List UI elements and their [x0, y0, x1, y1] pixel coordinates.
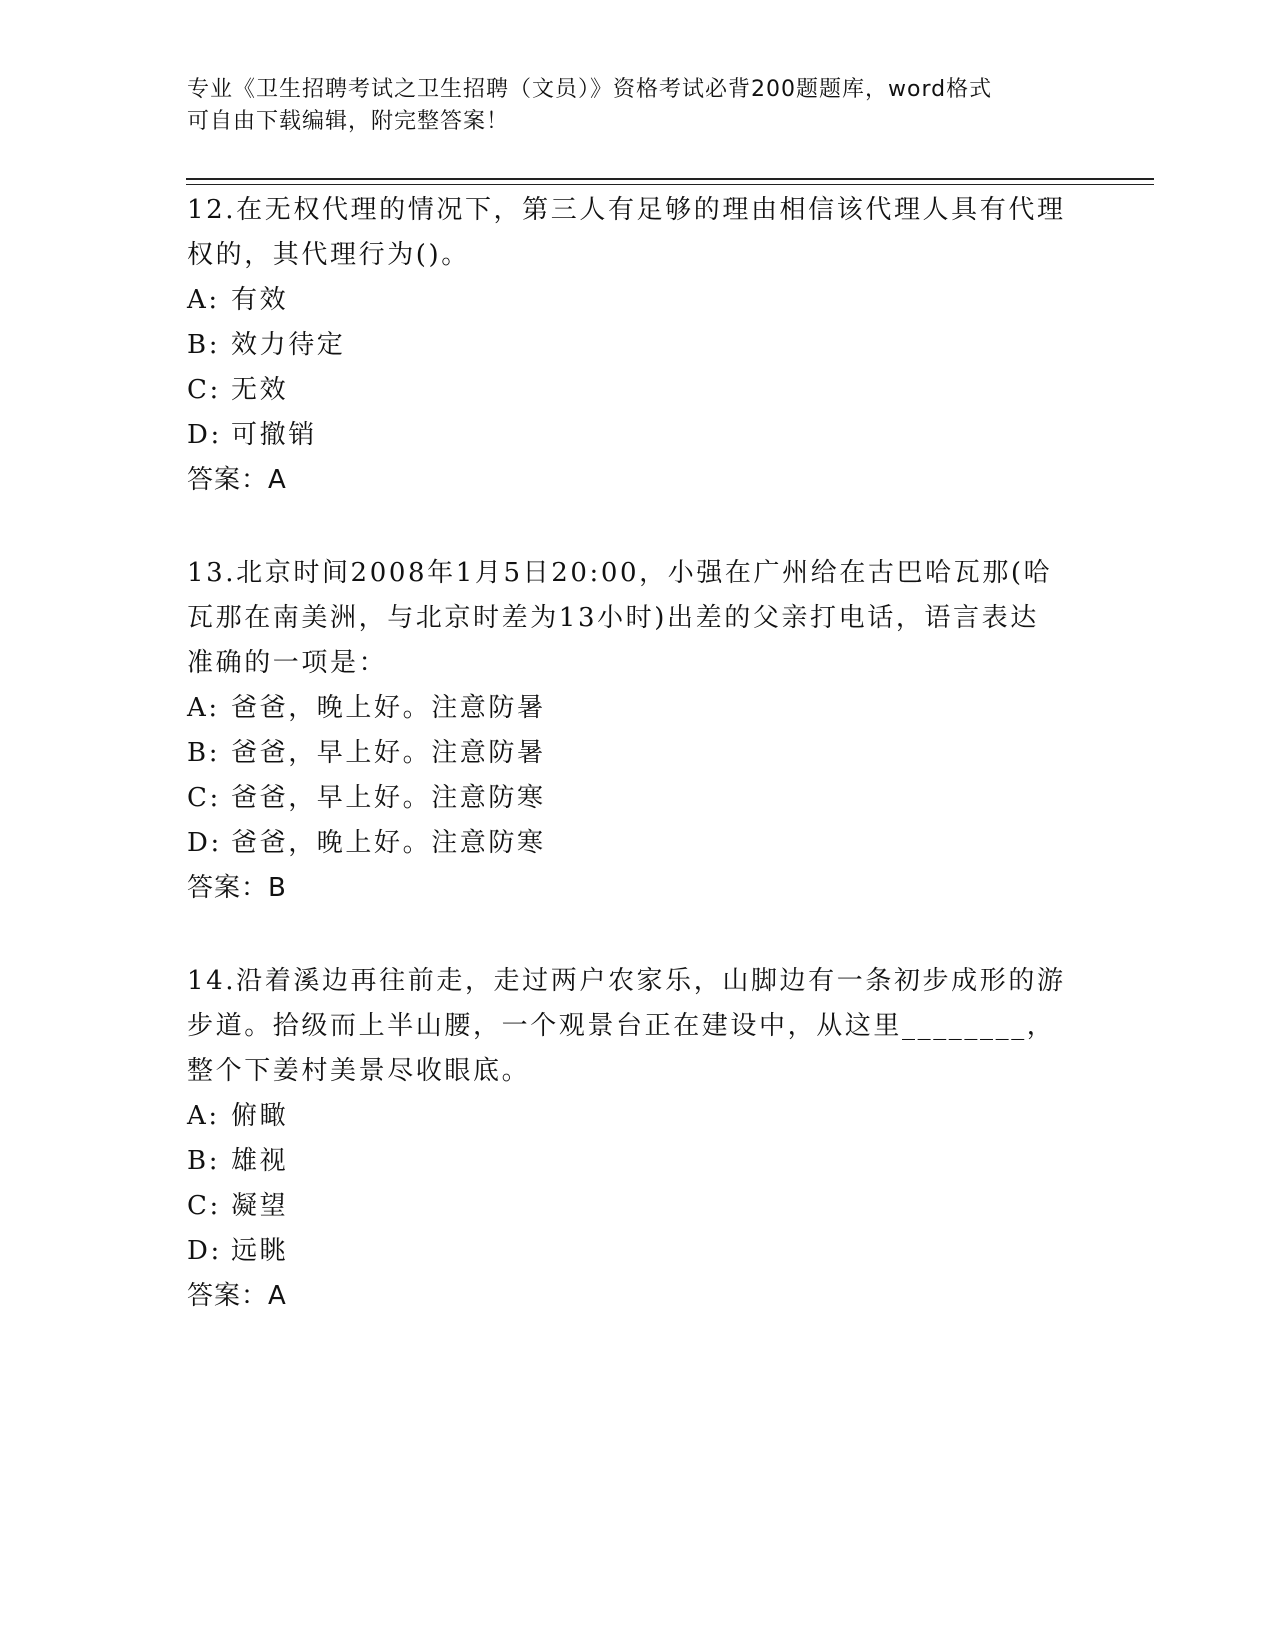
- option-d: [187, 1229, 1087, 1274]
- answer-line: 答案：A: [187, 1281, 287, 1311]
- option-d: [187, 821, 1087, 866]
- header-line-1: 专业《卫生招聘考试之卫生招聘（文员）》资格考试必背200题题库，word格式: [187, 77, 993, 102]
- option-b: [187, 1139, 1087, 1184]
- option-letter: C:: [187, 375, 221, 405]
- option-letter: C:: [187, 783, 221, 813]
- option-text: 远眺: [231, 1236, 289, 1266]
- option-letter: A:: [187, 1101, 220, 1131]
- question-12: [187, 188, 1087, 503]
- document-header: [187, 74, 1087, 138]
- option-text: 无效: [231, 375, 289, 405]
- option-letter: A:: [187, 285, 220, 315]
- option-c: [187, 368, 1087, 413]
- option-a: [187, 686, 1087, 731]
- question-text-line: 权的，其代理行为()。: [187, 240, 470, 270]
- question-text-line: 13.北京时间2008年1月5日20:00，小强在广州给在古巴哈瓦那(哈: [187, 558, 1053, 588]
- option-c: [187, 1184, 1087, 1229]
- header-divider-thin: [186, 184, 1154, 185]
- question-text-line: 14.沿着溪边再往前走，走过两户农家乐，山脚边有一条初步成形的游: [187, 966, 1066, 996]
- question-text-line: 准确的一项是：: [187, 648, 388, 678]
- option-text: 爸爸，晚上好。注意防暑: [231, 693, 546, 723]
- option-letter: D:: [187, 420, 222, 450]
- question-14: [187, 959, 1087, 1319]
- question-text-line: 整个下姜村美景尽收眼底。: [187, 1056, 531, 1086]
- option-text: 俯瞰: [231, 1101, 289, 1131]
- option-text: 爸爸，晚上好。注意防寒: [231, 828, 546, 858]
- header-divider-thick: [186, 178, 1154, 180]
- option-c: [187, 776, 1087, 821]
- option-text: 效力待定: [231, 330, 346, 360]
- option-text: 有效: [231, 285, 289, 315]
- question-13: [187, 551, 1087, 911]
- option-text: 雄视: [231, 1146, 289, 1176]
- answer-line: 答案：A: [187, 465, 287, 495]
- answer-line: 答案：B: [187, 873, 287, 903]
- option-letter: D:: [187, 1236, 222, 1266]
- header-line-2: 可自由下载编辑，附完整答案！: [187, 109, 510, 134]
- option-letter: C:: [187, 1191, 221, 1221]
- question-text-line: 瓦那在南美洲，与北京时差为13小时)出差的父亲打电话，语言表达: [187, 603, 1039, 633]
- option-letter: A:: [187, 693, 220, 723]
- option-a: [187, 1094, 1087, 1139]
- question-text-line: 步道。拾级而上半山腰，一个观景台正在建设中，从这里________，: [187, 1011, 1056, 1041]
- option-letter: B:: [187, 1146, 221, 1176]
- option-text: 可撤销: [231, 420, 317, 450]
- option-text: 爸爸，早上好。注意防暑: [231, 738, 546, 768]
- option-letter: B:: [187, 738, 221, 768]
- option-b: [187, 323, 1087, 368]
- question-list: [187, 188, 1087, 1367]
- option-letter: B:: [187, 330, 221, 360]
- option-text: 爸爸，早上好。注意防寒: [231, 783, 546, 813]
- option-a: [187, 278, 1087, 323]
- question-text-line: 12.在无权代理的情况下，第三人有足够的理由相信该代理人具有代理: [187, 195, 1066, 225]
- option-text: 凝望: [231, 1191, 289, 1221]
- option-d: [187, 413, 1087, 458]
- option-b: [187, 731, 1087, 776]
- option-letter: D:: [187, 828, 222, 858]
